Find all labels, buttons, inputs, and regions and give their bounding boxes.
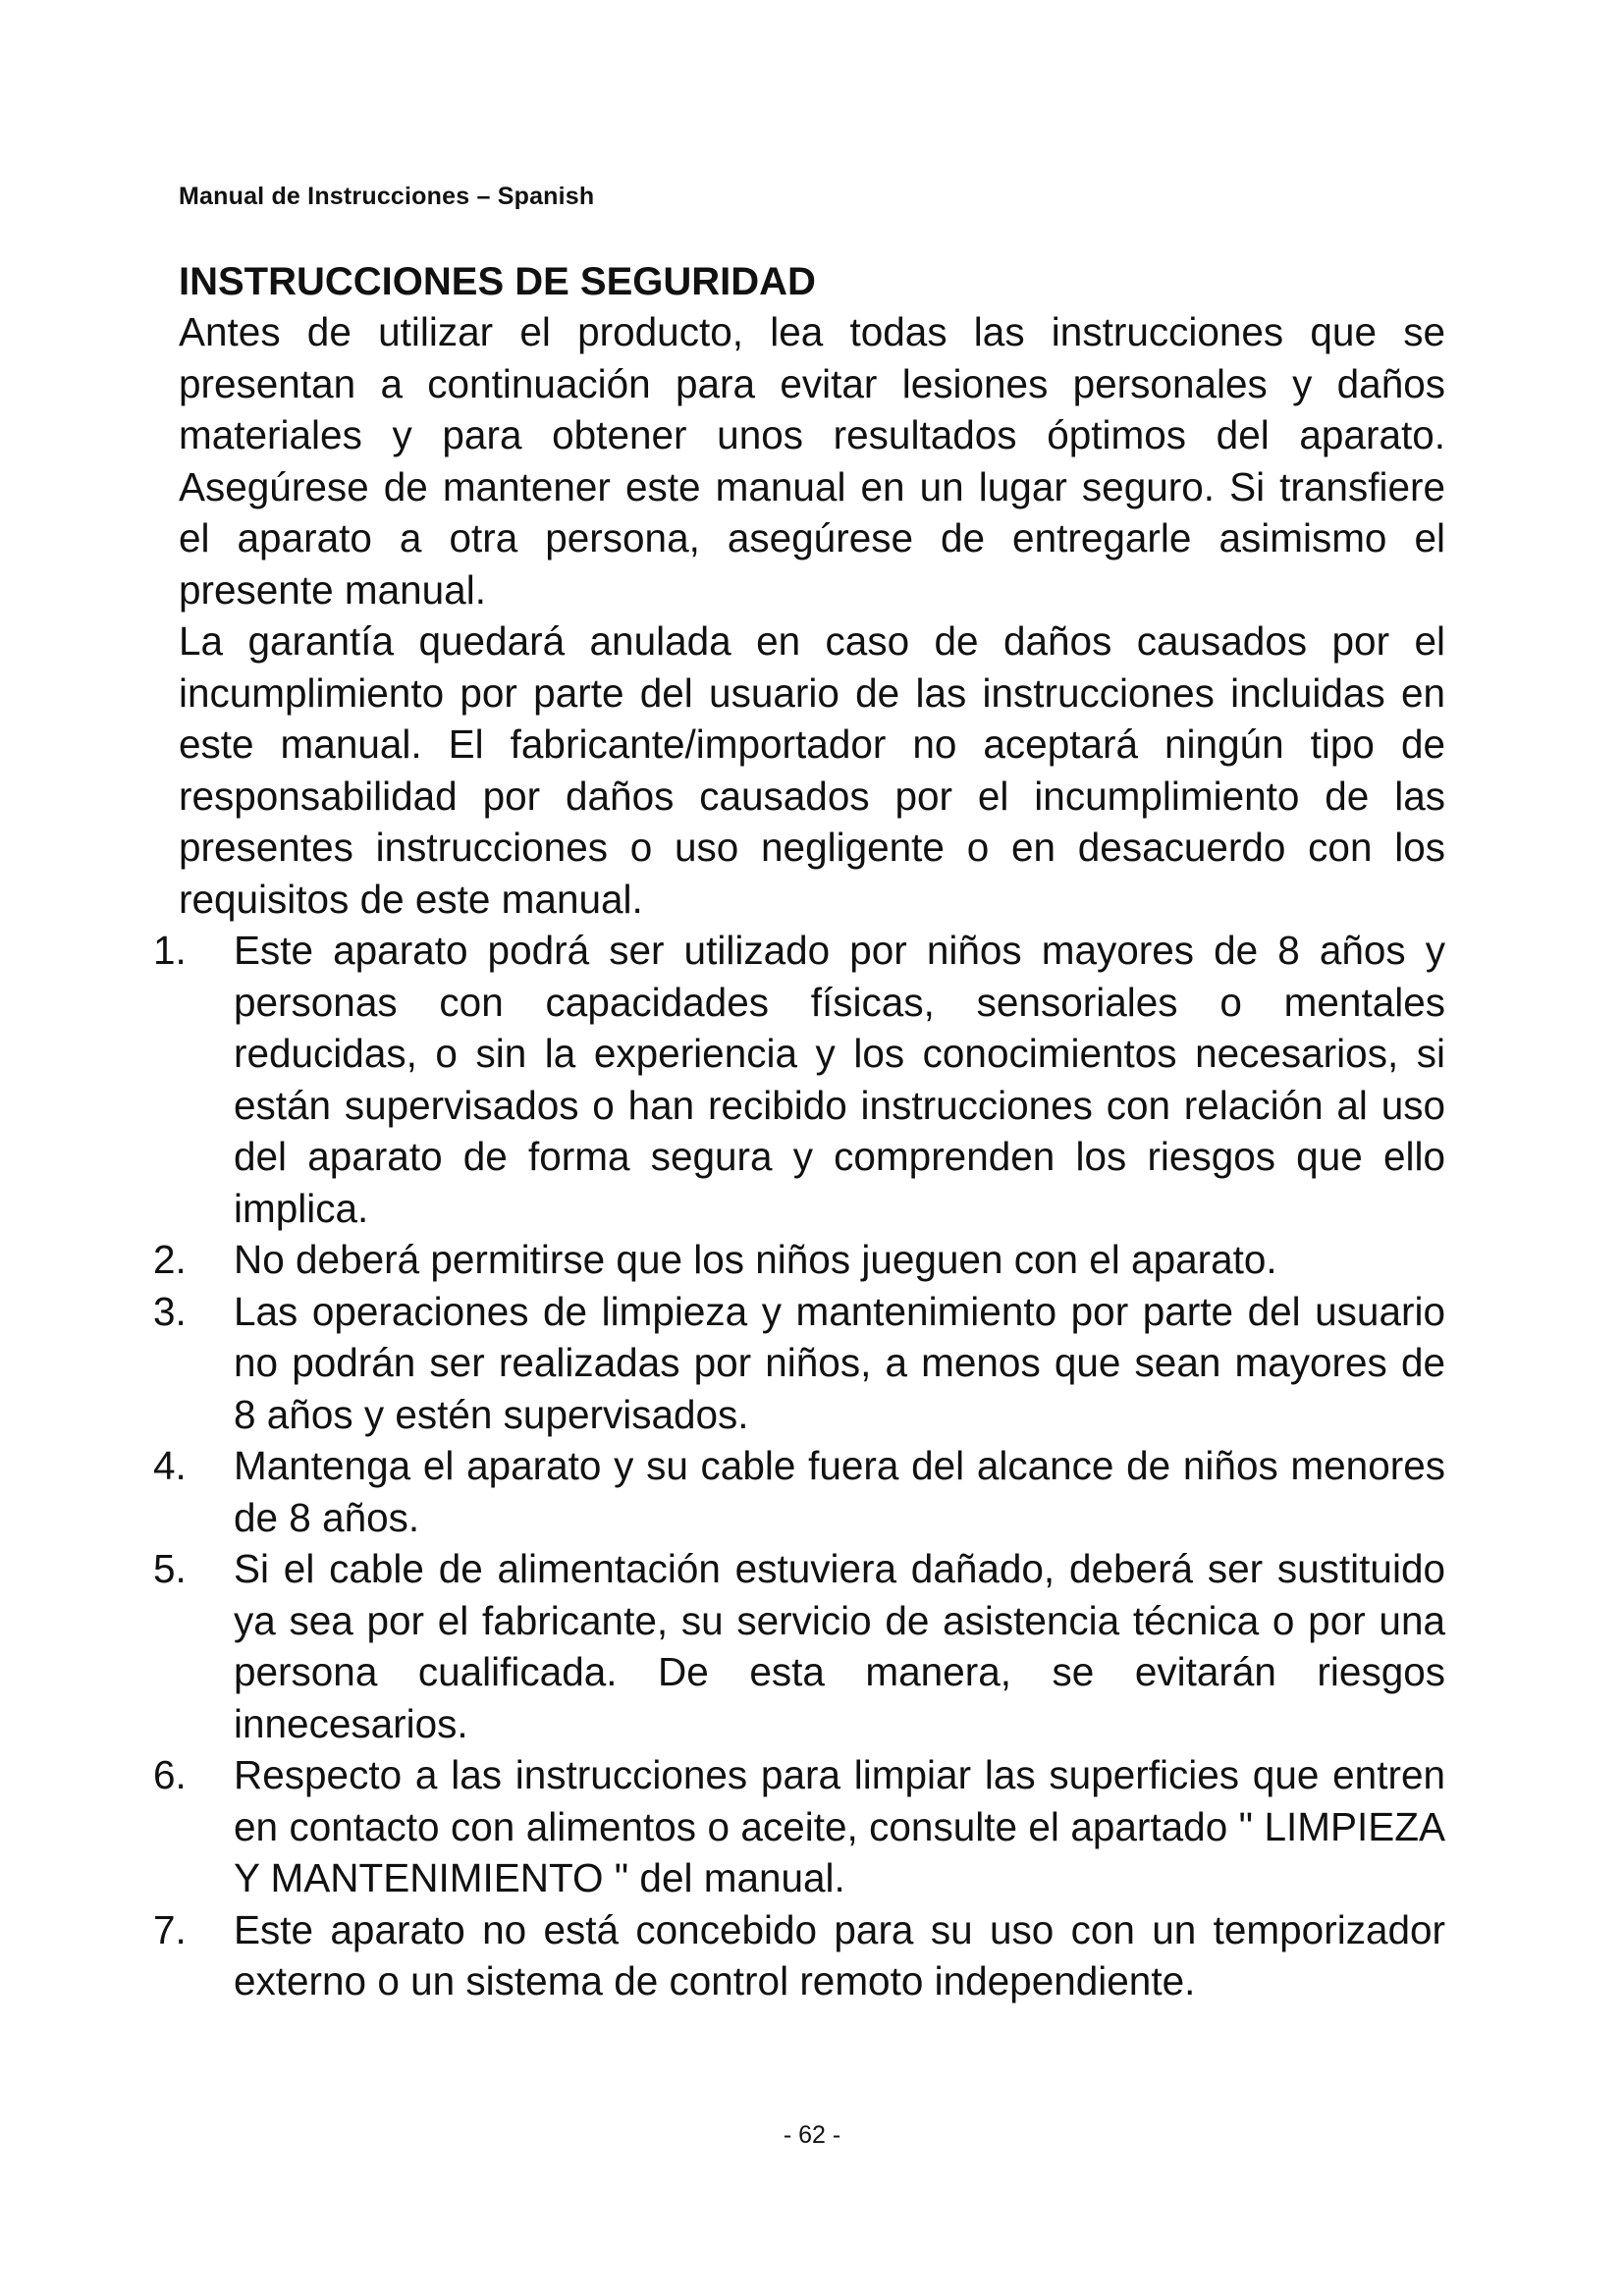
safety-section: [153, 257, 1445, 2007]
list-item-number: 4.: [153, 1443, 187, 1488]
list-item-text: No deberá permitirse que los niños jueguen con el aparato.: [234, 1237, 1277, 1282]
list-item: [153, 1286, 1445, 1441]
list-item: [153, 1904, 1445, 2007]
warranty-paragraph: La garantía quedará anulada en caso de daños causados por el incumplimiento por parte del usuario de las instrucciones incluidas en este manual. El fabricante/importador no aceptará ningún tipo de responsabilidad por daños causados por el incumplimiento de las presentes instrucciones o uso negligente o en desacuerdo con los requisitos de este manual.: [179, 618, 1445, 922]
list-item-text: Si el cable de alimentación estuviera dañado, deberá ser sustituido ya sea por el fabricante, su servicio de asistencia técnica o por una persona cualificada. De esta manera, se evitarán riesgos innecesarios.: [234, 1546, 1445, 1746]
list-item-text: Respecto a las instrucciones para limpiar las superficies que entren en contacto con alimentos o aceite, consulte el apartado " LIMPIEZA Y MANTENIMIENTO " del manual.: [234, 1752, 1445, 1900]
section-title: INSTRUCCIONES DE SEGURIDAD: [179, 260, 816, 303]
list-item: [153, 1749, 1445, 1904]
list-item-number: 3.: [153, 1288, 187, 1334]
list-item-text: Las operaciones de limpieza y mantenimiento por parte del usuario no podrán ser realizadas por niños, a menos que sean mayores de 8 años y estén supervisados.: [234, 1288, 1445, 1437]
list-item-number: 6.: [153, 1752, 187, 1797]
list-item: [153, 925, 1445, 1234]
intro-paragraph: Antes de utilizar el producto, lea todas las instrucciones que se presentan a continuación para evitar lesiones personales y daños materiales y para obtener unos resultados óptimos del aparato. Asegúrese de mantener este manual en un lugar seguro. Si transfiere el aparato a otra persona, asegúrese de entregarle asimismo el presente manual.: [179, 309, 1445, 613]
list-item-number: 2.: [153, 1237, 187, 1282]
list-item-number: 7.: [153, 1906, 187, 1952]
list-item-text: Mantenga el aparato y su cable fuera del alcance de niños menores de 8 años.: [234, 1443, 1445, 1540]
list-item: [153, 1234, 1445, 1286]
list-item-text: Este aparato podrá ser utilizado por niños mayores de 8 años y personas con capacidades físicas, sensoriales o mentales reducidas, o sin la experiencia y los conocimientos necesarios, si están supervisados o han recibido instrucciones con relación al uso del aparato de forma segura y comprenden los riesgos que ello implica.: [234, 928, 1445, 1231]
list-item-number: 5.: [153, 1546, 187, 1591]
list-item-number: 1.: [153, 928, 187, 973]
list-item-text: Este aparato no está concebido para su uso con un temporizador externo o un sistema de control remoto independiente.: [234, 1906, 1445, 2003]
page-number: - 62 -: [783, 2121, 841, 2149]
list-item: [153, 1543, 1445, 1749]
safety-list: [153, 925, 1445, 2007]
running-header: Manual de Instrucciones – Spanish: [179, 183, 595, 210]
list-item: [153, 1440, 1445, 1543]
